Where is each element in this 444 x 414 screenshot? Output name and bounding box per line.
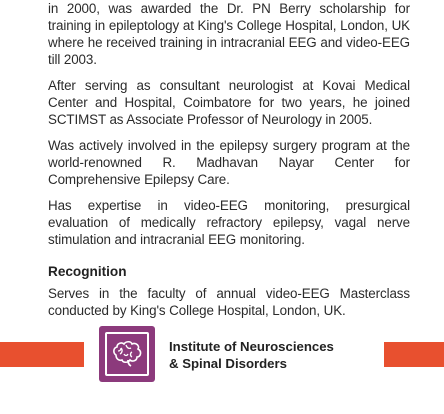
accent-bar-right xyxy=(384,342,444,367)
recognition-heading: Recognition xyxy=(48,264,127,279)
logo-frame xyxy=(105,332,149,376)
paragraph-career: After serving as consultant neurologist at Kovai Medical Center and Hospital, Coimbatore for two years, he joined SCTIMST as Associate Professor of Neurology in 2005. xyxy=(48,78,410,127)
institute-name xyxy=(169,338,334,372)
paragraph-surgery-program: Was actively involved in the epilepsy surgery program at the world-renowned R. Madhavan Nayar Center for Comprehensive Epilepsy Care. xyxy=(48,138,410,187)
brain-icon xyxy=(110,339,144,369)
accent-bar-left xyxy=(0,342,84,367)
institute-name-line2: & Spinal Disorders xyxy=(169,356,287,371)
recognition-text: Serves in the faculty of annual video-EEG Masterclass conducted by King's College Hospital, London, UK. xyxy=(48,286,410,318)
paragraph-training: in 2000, was awarded the Dr. PN Berry scholarship for training in epileptology at King's College Hospital, London, UK where he received training in intracranial EEG and video-EEG till 2003. xyxy=(48,1,410,67)
institute-logo xyxy=(99,326,155,382)
footer xyxy=(0,326,444,386)
institute-name-line1: Institute of Neurosciences xyxy=(169,339,334,354)
article-body xyxy=(48,0,410,328)
paragraph-expertise: Has expertise in video-EEG monitoring, presurgical evaluation of medically refractory epilepsy, vagal nerve stimulation and intracranial EEG monitoring. xyxy=(48,198,410,247)
